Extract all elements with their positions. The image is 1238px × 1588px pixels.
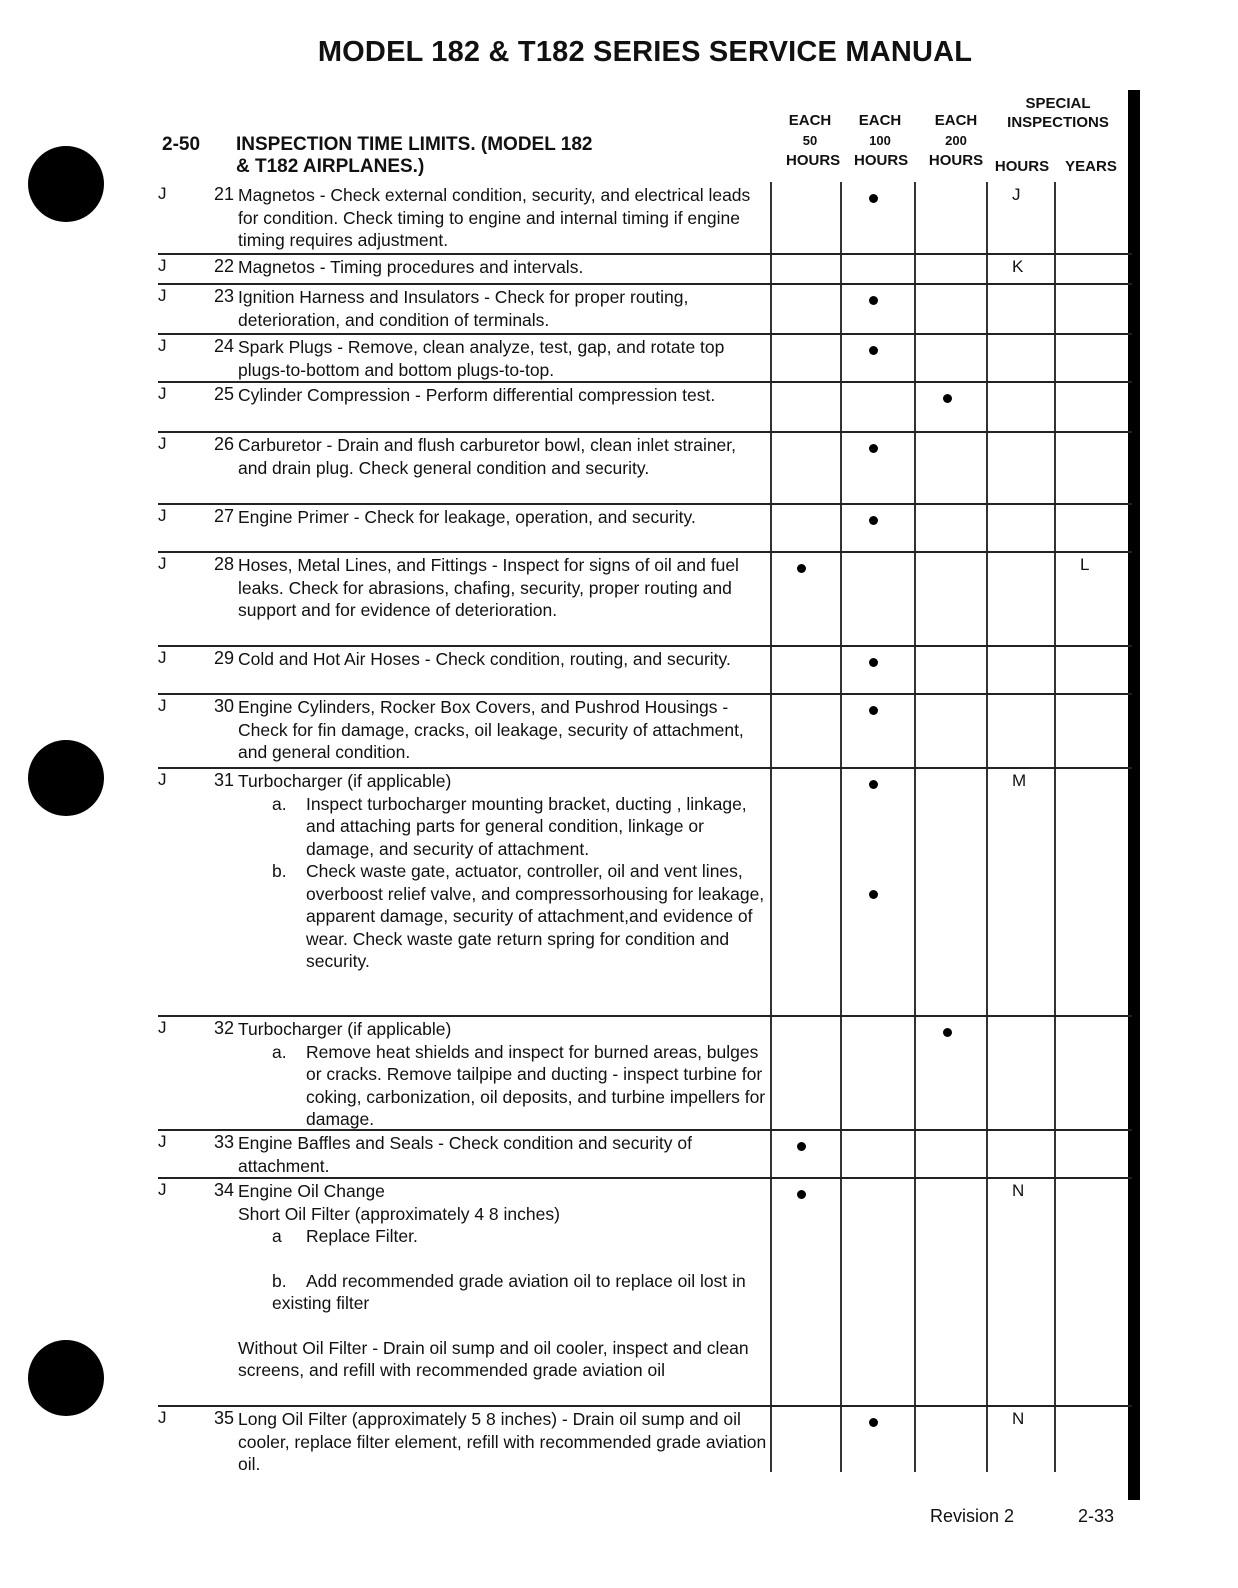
column-header-each-200: EACH 200 HOURS <box>928 112 984 169</box>
zone-code: J <box>158 184 167 203</box>
item-description <box>238 554 768 622</box>
description-line: Cylinder Compression - Perform differential compression test. <box>238 385 716 405</box>
table-row <box>152 432 1132 504</box>
sub-item <box>238 1270 768 1315</box>
sub-item-label: a. <box>272 793 287 814</box>
special-inspection-note: K <box>1012 257 1024 276</box>
table-row <box>152 504 1132 552</box>
description-line: Engine Cylinders, Rocker Box Covers, and Pushrod Housings - Check for fin damage, cracks, oil leakage, security of attachment, and general condition. <box>238 697 744 762</box>
sub-item-label: a. <box>272 1041 287 1062</box>
item-description <box>238 506 768 529</box>
zone-code: J <box>158 256 167 275</box>
description-line: Long Oil Filter (approximately 5 8 inches) - Drain oil sump and oil cooler, replace filter element, refill with recommended grade aviation oil. <box>238 1409 767 1474</box>
item-description <box>238 286 768 331</box>
zone-code: J <box>158 770 167 789</box>
table-row <box>152 254 1132 284</box>
interval-dot <box>869 1418 878 1427</box>
sub-item-text: Check waste gate, actuator, controller, oil and vent lines, overboost relief valve, and compressorhousing for leakage, apparent damage, security of attachment,and evidence of wear. Check waste gate return spring for condition and security. <box>306 861 765 971</box>
item-description <box>238 1408 768 1476</box>
interval-dot <box>869 346 878 355</box>
special-inspection-note: J <box>1012 185 1021 204</box>
item-description <box>238 384 768 407</box>
table-row <box>152 1016 1132 1130</box>
sub-item-label: b. <box>272 861 287 881</box>
sub-item <box>238 1041 768 1131</box>
interval-dot <box>869 296 878 305</box>
interval-dot <box>869 194 878 203</box>
item-description <box>238 256 768 279</box>
column-header-each-50: EACH 50 HOURS <box>786 112 841 169</box>
sub-item-text: Replace Filter. <box>306 1226 418 1246</box>
section-title: INSPECTION TIME LIMITS. (MODEL 182 & T182 AIRPLANES.) <box>236 134 593 177</box>
zone-code: J <box>158 1180 167 1199</box>
description-line: Engine Baffles and Seals - Check condition and security of attachment. <box>238 1133 692 1176</box>
zone-code: J <box>158 1408 167 1427</box>
interval-dot <box>797 1190 806 1199</box>
zone-code: J <box>158 696 167 715</box>
binder-punch-hole-top <box>28 146 104 222</box>
description-line: Magnetos - Check external condition, security, and electrical leads for condition. Check timing to engine and internal timing if engine timing requires adjustment. <box>238 185 751 250</box>
item-description <box>238 1018 768 1131</box>
special-inspection-note: L <box>1080 555 1090 574</box>
interval-dot <box>869 444 878 453</box>
zone-code: J <box>158 506 167 525</box>
zone-code: J <box>158 648 167 667</box>
table-row <box>152 768 1132 1016</box>
special-inspection-note: M <box>1012 771 1027 790</box>
revision-label: Revision 2 <box>930 1506 1015 1526</box>
description-line: Turbocharger (if applicable) <box>238 771 452 791</box>
item-number: 22 <box>213 256 234 276</box>
zone-code: J <box>158 336 167 355</box>
page-title: MODEL 182 & T182 SERIES SERVICE MANUAL <box>317 36 973 68</box>
table-row <box>152 284 1132 334</box>
special-inspection-note: N <box>1012 1181 1025 1200</box>
column-header-special-hours: HOURS <box>994 158 1050 175</box>
description-extra: Without Oil Filter - Drain oil sump and oil cooler, inspect and clean screens, and refill with recommended grade aviation oil <box>238 1337 749 1380</box>
table-row <box>152 1406 1132 1472</box>
zone-code: J <box>158 1132 167 1151</box>
item-description <box>238 696 768 764</box>
description-line: Turbocharger (if applicable) <box>238 1019 452 1039</box>
description-line: Cold and Hot Air Hoses - Check condition, routing, and security. <box>238 649 731 669</box>
interval-dot <box>869 658 878 667</box>
item-number: 28 <box>213 554 234 574</box>
column-header-special-years: YEARS <box>1065 158 1117 175</box>
description-line: Hoses, Metal Lines, and Fittings - Inspect for signs of oil and fuel leaks. Check for abrasions, chafing, security, proper routing and support and for evidence of deterioration. <box>238 555 739 620</box>
interval-dot <box>943 1028 952 1037</box>
description-line: Short Oil Filter (approximately 4 8 inches) <box>238 1203 560 1224</box>
description-line: Engine Primer - Check for leakage, operation, and security. <box>238 507 696 527</box>
interval-dot <box>943 394 952 403</box>
description-line: Spark Plugs - Remove, clean analyze, test, gap, and rotate top plugs-to-bottom and bottom plugs-to-top. <box>238 337 725 380</box>
section-number: 2-50 <box>162 134 201 155</box>
interval-dot <box>869 890 878 899</box>
zone-code: J <box>158 554 167 573</box>
zone-code: J <box>158 1018 167 1037</box>
description-line: Magnetos - Timing procedures and intervals. <box>238 257 584 277</box>
item-description <box>238 1132 768 1177</box>
binder-punch-hole-middle <box>28 740 104 816</box>
item-description <box>238 184 768 252</box>
interval-dot <box>869 780 878 789</box>
sub-item-text: Inspect turbocharger mounting bracket, ducting , linkage, and attaching parts for general condition, linkage or damage, and security of attachment. <box>306 793 747 859</box>
sub-item-label: b. <box>272 1270 287 1291</box>
sub-item-text: Add recommended grade aviation oil to replace oil lost in existing filter <box>272 1270 746 1313</box>
column-header-each-100: EACH 100 HOURS <box>854 112 909 169</box>
table-row <box>152 552 1132 646</box>
description-line: Engine Oil Change <box>238 1181 385 1201</box>
zone-code: J <box>158 434 167 453</box>
table-row <box>152 694 1132 768</box>
table-row <box>152 1178 1132 1406</box>
item-number: 31 <box>213 770 234 790</box>
item-number: 30 <box>213 696 234 716</box>
binder-punch-hole-bottom <box>28 1340 104 1416</box>
zone-code: J <box>158 384 167 403</box>
page-number: 2-33 <box>1078 1506 1115 1526</box>
table-row <box>152 182 1132 254</box>
interval-dot <box>869 516 878 525</box>
item-number: 29 <box>213 648 234 668</box>
description-line: Carburetor - Drain and flush carburetor bowl, clean inlet strainer, and drain plug. Check general condition and security. <box>238 435 737 478</box>
sub-item <box>238 860 768 973</box>
item-number: 33 <box>213 1132 234 1152</box>
item-description <box>238 648 768 671</box>
item-number: 23 <box>213 286 234 306</box>
item-number: 35 <box>213 1408 234 1428</box>
interval-dot <box>797 564 806 573</box>
item-number: 27 <box>213 506 234 526</box>
item-number: 21 <box>213 184 234 204</box>
interval-dot <box>797 1142 806 1151</box>
item-description <box>238 434 768 479</box>
sub-item <box>238 1225 768 1248</box>
inspection-table <box>152 182 1132 1472</box>
zone-code: J <box>158 286 167 305</box>
item-number: 25 <box>213 384 234 404</box>
description-line: Ignition Harness and Insulators - Check for proper routing, deterioration, and condition of terminals. <box>238 287 689 330</box>
interval-dot <box>869 706 878 715</box>
sub-item <box>238 793 768 861</box>
item-number: 24 <box>213 336 234 356</box>
column-header-special-inspections: SPECIAL INSPECTIONS <box>1007 95 1109 131</box>
item-number: 32 <box>213 1018 234 1038</box>
item-number: 26 <box>213 434 234 454</box>
sub-item-label: a <box>272 1226 282 1246</box>
table-row <box>152 1130 1132 1178</box>
table-row <box>152 382 1132 432</box>
special-inspection-note: N <box>1012 1409 1025 1428</box>
table-row <box>152 646 1132 694</box>
item-number: 34 <box>213 1180 234 1200</box>
table-row <box>152 334 1132 382</box>
item-description <box>238 1180 768 1382</box>
sub-item-text: Remove heat shields and inspect for burned areas, bulges or cracks. Remove tailpipe and ducting - inspect turbine for coking, carbonization, oil deposits, and turbine impellers for damage. <box>306 1041 766 1129</box>
item-description <box>238 770 768 973</box>
item-description <box>238 336 768 381</box>
